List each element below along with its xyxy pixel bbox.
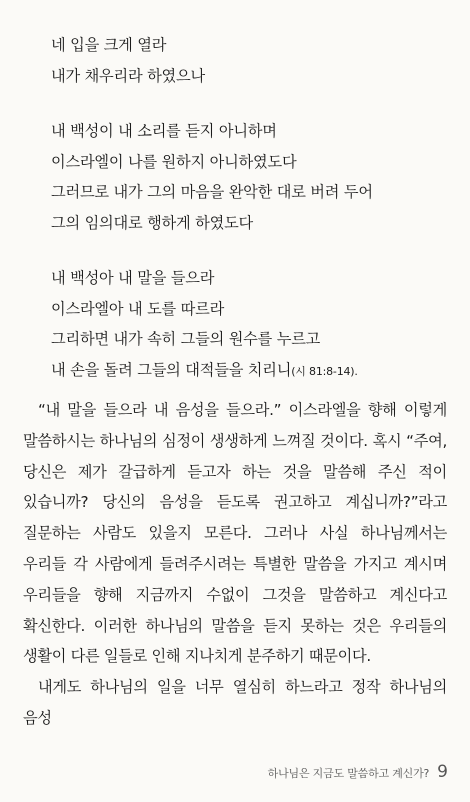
page-footer bbox=[268, 762, 448, 782]
poem-line: 그리하면 내가 속히 그들의 원수를 누르고 bbox=[51, 330, 321, 348]
poem-line: 그의 임의대로 행하게 하였도다 bbox=[51, 213, 254, 232]
body-text bbox=[23, 395, 447, 734]
poem-block bbox=[51, 30, 451, 410]
poem-line: 내 백성이 내 소리를 듣지 아니하며 bbox=[51, 122, 277, 140]
poem-stanza-1 bbox=[51, 30, 451, 91]
paragraph: “내 말을 들으라 내 음성을 들으라.” 이스라엘을 향해 이렇게 말씀하시는 하나님의 심정이 생생하게 느껴질 것이다. 혹시 “주여, 당신은 제가 갈급하게 듣고자 하는 것을 말씀해 주신 적이 있습니까? 당신의 음성을 듣도록 권고하고 계십니까?”라고 질문하는 사람도 있을지 모른다. 그러나 사실 하나님께서는 우리들 각 사람에게 들려주시려는 특별한 말씀을 가지고 계시며 우리들을 향해 지금까지 수없이 그것을 말씀하고 계신다고 확신한다. 이러한 하나님의 말씀을 듣지 못하는 것은 우리들의 생활이 다른 일들로 인해 지나치게 분주하기 때문이다. bbox=[23, 401, 447, 666]
paragraph: 내게도 하나님의 일을 너무 열심히 하느라고 정작 하나님의 음성 bbox=[23, 678, 447, 727]
poem-line: 네 입을 크게 열라 bbox=[51, 36, 167, 54]
scripture-citation: (시 81:8-14). bbox=[291, 364, 358, 378]
poem-stanza-3 bbox=[51, 263, 451, 385]
page-number: 9 bbox=[437, 762, 448, 782]
poem-line: 내가 채우리라 하였으나 bbox=[51, 66, 205, 85]
poem-line: 이스라엘아 내 도를 따르라 bbox=[51, 299, 225, 318]
running-title: 하나님은 지금도 말씀하고 계신가? bbox=[267, 767, 430, 780]
poem-line: 그러므로 내가 그의 마음을 완악한 대로 버려 두어 bbox=[51, 183, 373, 201]
poem-line-text: 내 손을 돌려 그들의 대적들을 치리니 bbox=[51, 360, 292, 379]
poem-stanza-2 bbox=[51, 116, 451, 238]
poem-line: 이스라엘이 나를 원하지 아니하였도다 bbox=[51, 152, 297, 171]
poem-line: 내 백성아 내 말을 들으라 bbox=[51, 269, 215, 287]
poem-line-with-citation bbox=[51, 355, 451, 386]
